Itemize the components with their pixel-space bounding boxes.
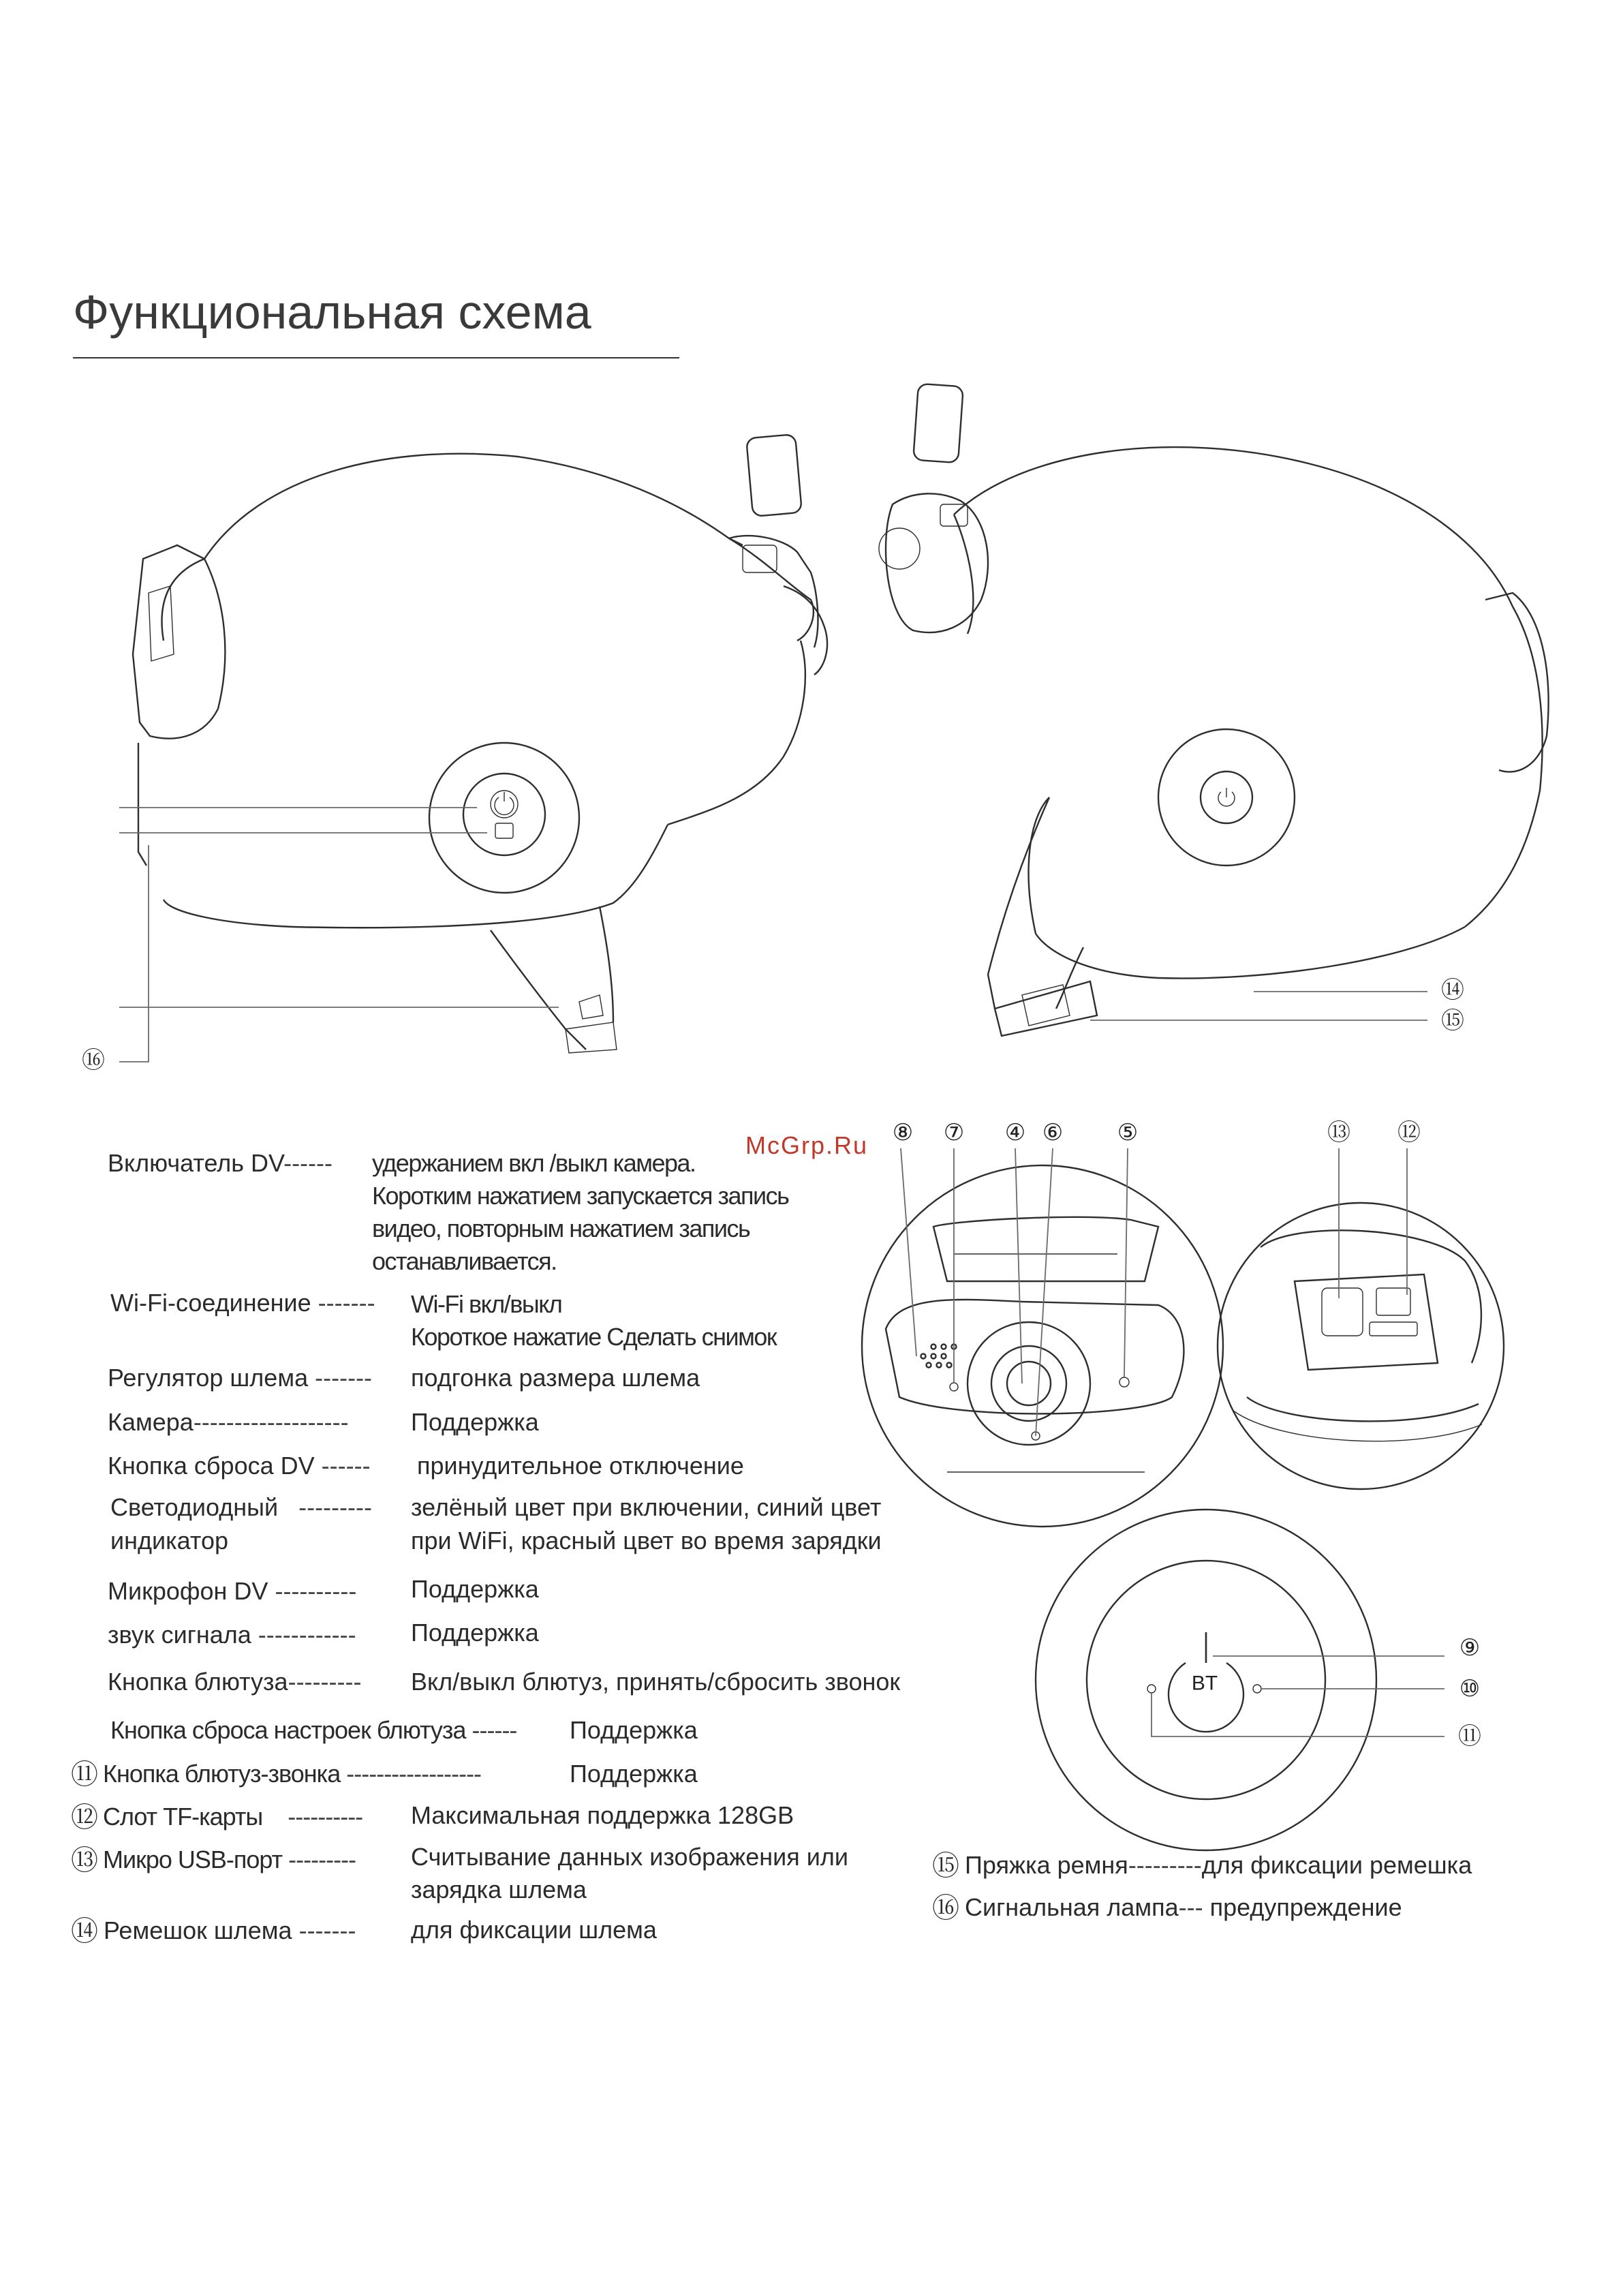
feature-label: Кнопка блютуза xyxy=(108,1668,288,1696)
feature-dv-switch xyxy=(108,1146,333,1180)
feature-label: Камера xyxy=(108,1408,194,1436)
feature-dash: --------- xyxy=(288,1668,362,1696)
feature-dash: --------- xyxy=(1128,1851,1202,1879)
feature-dv-reset xyxy=(108,1449,371,1483)
feature-label: Светодиодный xyxy=(110,1493,279,1521)
feature-label: Микро USB-порт xyxy=(103,1846,283,1873)
callout-6: ⑥ xyxy=(1042,1120,1064,1146)
feature-label: Слот TF-карты xyxy=(103,1803,263,1831)
feature-desc-line: Поддержка xyxy=(570,1760,698,1788)
feature-desc-line: Считывание данных изображения или xyxy=(411,1843,848,1871)
feature-desc-line: для фиксации ремешка xyxy=(1201,1851,1472,1879)
feature-dash: ------ xyxy=(472,1716,517,1744)
feature-desc-line: останавливается. xyxy=(372,1247,557,1275)
feature-dash: --------- xyxy=(288,1846,356,1873)
callout-16: ⑯ xyxy=(82,1047,105,1073)
left-helmet-illustration xyxy=(119,454,827,1062)
page-title: Функциональная схема xyxy=(73,286,591,339)
feature-desc-line: Коротким нажатием запускается запись xyxy=(372,1182,789,1210)
right-helmet-illustration xyxy=(879,447,1549,1036)
feature-dash: ------------------ xyxy=(346,1760,482,1788)
feature-strap xyxy=(71,1914,356,1948)
feature-dash: ------- xyxy=(315,1364,373,1392)
feature-dash: ---------- xyxy=(288,1803,363,1831)
feature-desc-line: Поддержка xyxy=(411,1619,539,1647)
feature-wifi xyxy=(110,1286,375,1320)
feature-bt-button xyxy=(108,1665,361,1699)
feature-label: Кнопка сброса DV xyxy=(108,1452,315,1480)
feature-desc-line: Поддержка xyxy=(411,1408,539,1436)
port-detail-illustration xyxy=(1218,1148,1504,1489)
feature-usb xyxy=(71,1843,356,1878)
feature-label: Регулятор шлема xyxy=(108,1364,309,1392)
callout-14: ⑭ xyxy=(1441,977,1464,1003)
feature-desc-line: Поддержка xyxy=(411,1575,539,1603)
feature-buckle xyxy=(932,1848,1472,1883)
callout-10: ⑩ xyxy=(1459,1676,1481,1702)
feature-label: Микрофон DV xyxy=(108,1577,268,1605)
feature-desc-line: предупреждение xyxy=(1209,1893,1402,1921)
feature-desc-line: подгонка размера шлема xyxy=(411,1364,700,1392)
feature-label: Wi-Fi-соединение xyxy=(110,1289,311,1317)
bt-label: BT xyxy=(1191,1672,1218,1695)
feature-desc-line: при WiFi, красный цвет во время зарядки xyxy=(411,1527,882,1555)
feature-sound xyxy=(108,1618,356,1652)
callout-5: ⑤ xyxy=(1117,1120,1139,1146)
feature-tf-slot xyxy=(71,1800,362,1835)
feature-helmet-adjuster xyxy=(108,1361,372,1395)
feature-dash: ---------- xyxy=(275,1577,357,1605)
callout-4: ④ xyxy=(1004,1120,1026,1146)
callout-12: ⑫ xyxy=(1397,1120,1421,1146)
feature-number: ⑮ xyxy=(932,1851,959,1881)
feature-dash: ------ xyxy=(321,1452,371,1480)
feature-desc-line: Wi-Fi вкл/выкл xyxy=(411,1290,562,1318)
callout-7: ⑦ xyxy=(943,1120,965,1146)
feature-desc-line: видео, повторным нажатием запись xyxy=(372,1214,750,1242)
feature-camera xyxy=(108,1405,349,1439)
feature-mic xyxy=(108,1574,356,1608)
feature-desc-line: Максимальная поддержка 128GB xyxy=(411,1801,794,1829)
feature-label: Ремешок шлема xyxy=(104,1916,292,1944)
feature-label: Сигнальная лампа xyxy=(965,1893,1179,1921)
feature-number: ⑪ xyxy=(71,1760,97,1790)
feature-signal-lamp xyxy=(932,1891,1402,1925)
feature-desc-line: Поддержка xyxy=(570,1716,698,1744)
feature-number: ⑯ xyxy=(932,1893,959,1923)
feature-desc-line: удержанием вкл /выкл камера. xyxy=(372,1149,696,1177)
feature-label: Включатель DV xyxy=(108,1149,284,1177)
feature-desc-line: Короткое нажатие Сделать снимок xyxy=(411,1323,777,1351)
camera-detail-illustration xyxy=(862,1148,1223,1527)
bt-button-detail-illustration xyxy=(1036,1510,1444,1850)
feature-desc-line: зелёный цвет при включении, синий цвет xyxy=(411,1493,882,1521)
feature-bt-call xyxy=(71,1757,481,1792)
feature-led xyxy=(110,1490,372,1525)
feature-desc-line: зарядка шлема xyxy=(411,1876,587,1903)
callout-8: ⑧ xyxy=(892,1120,914,1146)
feature-number: ⑫ xyxy=(71,1803,97,1833)
callout-9: ⑨ xyxy=(1459,1635,1481,1661)
feature-dash: ------- xyxy=(318,1289,375,1317)
feature-number: ⑭ xyxy=(71,1916,98,1946)
feature-bt-reset xyxy=(110,1713,516,1747)
feature-dash: --------- xyxy=(298,1493,372,1521)
feature-label: звук сигнала xyxy=(108,1621,251,1649)
feature-dash: ------------ xyxy=(258,1621,356,1649)
feature-dash: --- xyxy=(1178,1893,1203,1921)
feature-label: Кнопка блютуз-звонка xyxy=(103,1760,341,1788)
feature-dash: ------------------- xyxy=(193,1408,349,1436)
feature-number: ⑬ xyxy=(71,1846,97,1876)
feature-desc-line: для фиксации шлема xyxy=(411,1916,657,1944)
feature-dash: ------- xyxy=(298,1916,356,1944)
feature-desc-line: принудительное отключение xyxy=(417,1452,744,1480)
watermark: McGrp.Ru xyxy=(745,1131,869,1159)
feature-label: Кнопка сброса настроек блютуза xyxy=(110,1716,466,1744)
feature-dash: ------ xyxy=(283,1149,333,1177)
feature-label-line2: индикатор xyxy=(110,1527,229,1555)
callout-15: ⑮ xyxy=(1441,1008,1464,1034)
feature-desc-line: Вкл/выкл блютуз, принять/сбросить звонок xyxy=(411,1668,901,1696)
callout-13: ⑬ xyxy=(1327,1120,1350,1146)
feature-label: Пряжка ремня xyxy=(965,1851,1128,1879)
callout-11: ⑪ xyxy=(1458,1724,1481,1749)
